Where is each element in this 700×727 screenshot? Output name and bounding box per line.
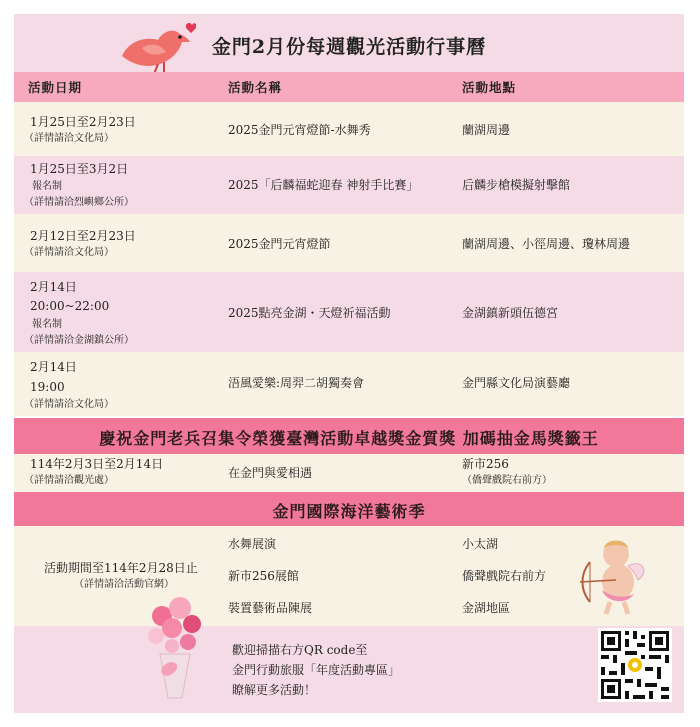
- row-name: 浯風愛樂:周羿二胡獨奏會: [228, 376, 365, 390]
- row-place: 后麟步槍模擬射擊館: [462, 178, 571, 192]
- row-date: 1月25日至3月2日: [30, 162, 129, 176]
- row-note: （詳情請洽烈嶼鄉公所）: [24, 197, 134, 208]
- footer-line: 金門行動旅服「年度活動專區」: [232, 663, 401, 677]
- art-festival-title: 金門國際海洋藝術季: [272, 502, 426, 521]
- bouquet-icon: [142, 594, 208, 702]
- art-item-place: 小太湖: [462, 537, 499, 551]
- special-place: 新市256: [462, 457, 509, 471]
- row-extra: 報名制: [32, 181, 62, 192]
- header-name: 活動名稱: [228, 80, 283, 95]
- row-date: 2月12日至2月23日: [30, 229, 136, 243]
- row-note: （詳情請洽文化局）: [24, 399, 114, 410]
- row-extra: 報名制: [32, 319, 62, 330]
- special-note: （詳情請洽觀光處）: [24, 475, 114, 486]
- special-name: 在金門與愛相遇: [228, 466, 313, 480]
- art-item-name: 水舞展演: [228, 537, 277, 551]
- art-note: （詳情請洽活動官網）: [74, 579, 174, 590]
- row-name: 2025金門元宵燈節: [228, 237, 331, 251]
- qr-code-icon[interactable]: [598, 628, 672, 702]
- promo-banner-text: 慶祝金門老兵召集令榮獲臺灣活動卓越獎金質獎 加碼抽金馬獎籤王: [99, 429, 599, 448]
- footer-line: 瞭解更多活動！: [232, 683, 317, 697]
- row-time: 20:00~22:00: [30, 299, 110, 313]
- row-date: 2月14日: [30, 280, 77, 294]
- art-item-name: 新市256展館: [228, 569, 299, 583]
- cupid-icon: [576, 532, 652, 616]
- art-item-name: 裝置藝術品陳展: [228, 601, 313, 615]
- header-date: 活動日期: [28, 80, 83, 95]
- calendar-sheet: [14, 14, 684, 713]
- row-time: 19:00: [30, 380, 65, 394]
- row-date: 2月14日: [30, 360, 77, 374]
- row-note: （詳情請洽金湖鎮公所）: [24, 335, 134, 346]
- page-title: 金門2月份每週觀光活動行事曆: [211, 36, 487, 58]
- row-place: 金門縣文化局演藝廳: [462, 376, 571, 390]
- footer-line: 歡迎掃描右方QR code至: [232, 643, 368, 657]
- row-place: 蘭湖周邊: [462, 123, 511, 137]
- row-name: 2025「后麟福蛇迎春 神射手比賽」: [228, 178, 419, 192]
- row-name: 2025金門元宵燈節-水舞秀: [228, 123, 371, 137]
- row-place: 金湖鎮新頭伍德宮: [462, 306, 559, 320]
- row-note: （詳情請洽文化局）: [24, 133, 114, 144]
- art-item-place: 金湖地區: [462, 601, 511, 615]
- row-note: （詳情請洽文化局）: [24, 247, 114, 258]
- special-date: 114年2月3日至2月14日: [30, 457, 164, 471]
- row-date: 1月25日至2月23日: [30, 115, 136, 129]
- header-row: [14, 72, 684, 102]
- art-item-place: 僑聲戲院右前方: [462, 569, 547, 583]
- row-name: 2025點亮金湖・天燈祈福活動: [228, 306, 391, 320]
- row-place: 蘭湖周邊、小徑周邊、瓊林周邊: [462, 237, 631, 251]
- special-place-note: （僑聲戲院右前方）: [462, 475, 552, 486]
- header-place: 活動地點: [462, 80, 517, 95]
- art-date: 活動期間至114年2月28日止: [44, 561, 198, 575]
